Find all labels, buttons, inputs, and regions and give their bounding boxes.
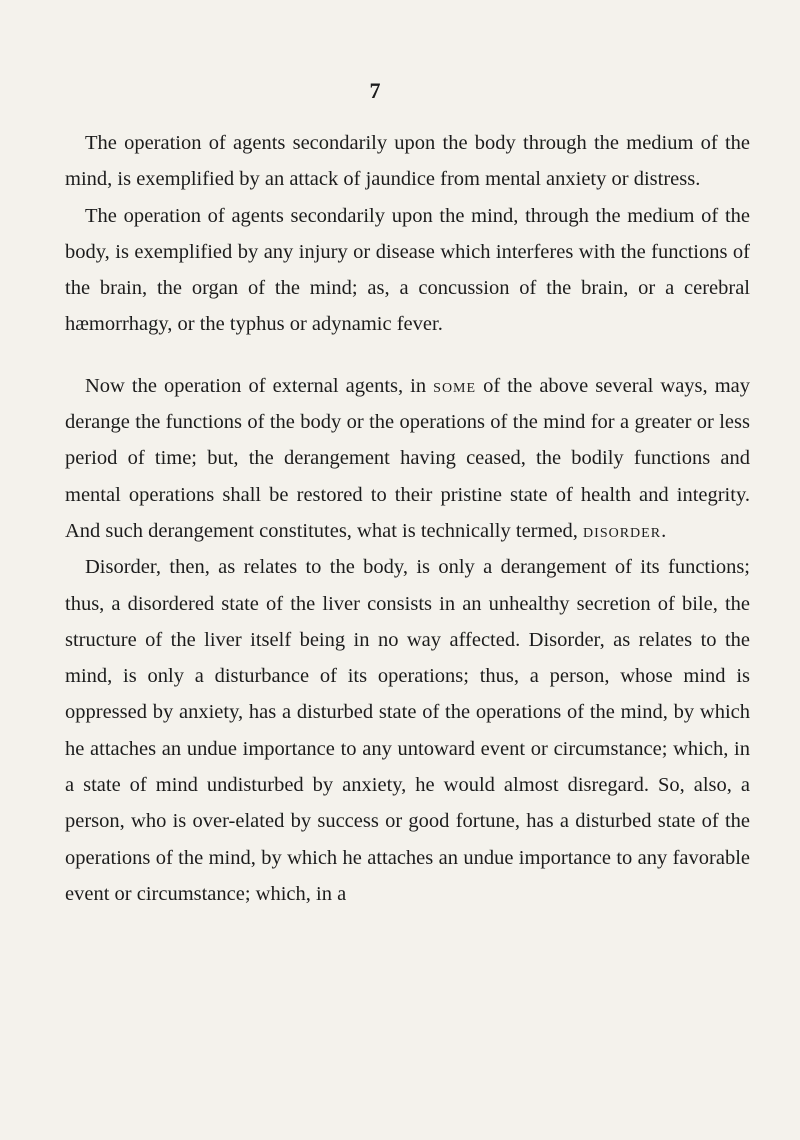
paragraph-3-text-end: . xyxy=(661,519,667,542)
page-number: 7 xyxy=(369,78,381,103)
emphasis-some: some xyxy=(433,374,477,397)
paragraph-4: Disorder, then, as relates to the body, is only a derangement of its functions; thus, a disordered state of the liver consists in an unhealthy secretion of bile, the structure of the liver itself being in no way affected. Disorder, as relates to the mind, is only a disturbance of its operations; thus, a person, whose mind is oppressed by anxiety, has a disturbed state of the operations of the mind, by which he attaches an undue importance to any untoward event or circumstance; which, in a state of mind undisturbed by anxiety, he would almost disregard. So, also, a person, who is over-elated by success or good fortune, has a disturbed state of the operations of the mind, by which he attaches an undue importance to any favorable event or circumstance; which, in a xyxy=(65,556,750,905)
body-text xyxy=(65,125,750,912)
paragraph-3 xyxy=(65,368,750,549)
paragraph-2: The operation of agents secondarily upon the mind, through the medium of the body, is exemplified by any injury or disease which interferes with the functions of the brain, the organ of the mind; as, a concussion of the brain, or a cerebral hæmorrhagy, or the typhus or adynamic fever. xyxy=(65,204,750,336)
term-disorder: disorder xyxy=(583,519,662,542)
paragraph-3-text-start: Now the operation of external agents, in xyxy=(85,374,434,397)
paragraph-1: The operation of agents secondarily upon the body through the medium of the mind, is exemplified by an attack of jaundice from mental anxiety or distress. xyxy=(65,132,750,191)
paragraph-3-text-middle: of the above several ways, may derange the functions of the body or the operations of the mind for a greater or less period of time; but, the derangement having ceased, the bodily functions and mental operations shall be restored to their pristine state of health and integrity. And such derangement constitutes, what is technically termed, xyxy=(65,374,750,542)
